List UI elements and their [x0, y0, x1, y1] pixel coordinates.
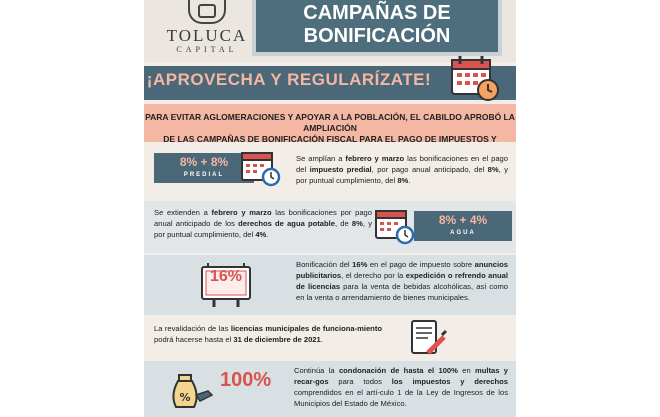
anuncios-pct: 16%	[209, 268, 243, 285]
agua-label: AGUA	[450, 230, 476, 236]
logo-name: TOLUCA	[166, 26, 248, 45]
calendar-clock-icon	[240, 147, 282, 187]
predial-label: PREDIAL	[183, 172, 225, 178]
anuncios-text: Bonificación del 16% en el pago de impuesto sobre anuncios publicitarios, el derecho por la expedición o refrendo anual de licencias para la venta de bebidas alcohólicas, así como en la venta o arrendamiento de bienes municipales.	[296, 260, 508, 302]
licencias-section	[144, 317, 516, 357]
infographic	[144, 0, 516, 417]
agua-text: Se extienden a febrero y marzo las bonificaciones por pago anual anticipado de los derechos de agua potable, de 8%, y por puntual cumplimiento, del 4%.	[154, 208, 372, 239]
slogan-text: ¡APROVECHA Y REGULARÍZATE!	[146, 70, 432, 89]
title-line1: CAMPAÑAS DE	[303, 2, 451, 24]
calendar-clock-icon	[450, 52, 500, 102]
condonacion-text: Continúa la condonación de hasta el 100% en multas y recar-gos para todos los impuestos y derechos comprendidos en el artí-culo 1 de la Ley de Ingresos de los Municipios del Estado de México.	[294, 366, 508, 408]
logo-sub: CAPITAL	[176, 45, 238, 54]
predial-tag	[154, 153, 254, 183]
anuncios-section	[144, 255, 516, 315]
predial-pct: 8% + 8%	[179, 155, 229, 169]
intro-line1: PARA EVITAR AGLOMERACIONES Y APOYAR A LA POBLACIÓN, EL CABILDO APROBÓ LA AMPLIACIÓN	[145, 112, 515, 133]
intro-text	[144, 104, 516, 142]
svg-text:%: %	[179, 391, 191, 404]
agua-section	[144, 201, 516, 253]
toluca-logo	[152, 0, 262, 58]
money-bag-hand-icon	[164, 365, 214, 413]
calendar-clock-icon	[374, 205, 416, 245]
condonacion-section	[144, 361, 516, 417]
coat-of-arms-icon	[188, 0, 226, 24]
predial-section	[144, 147, 516, 199]
intro-line2: DE LAS CAMPAÑAS DE BONIFICACIÓN FISCAL PARA EL PAGO DE IMPUESTOS Y	[163, 134, 497, 144]
agua-pct: 8% + 4%	[438, 213, 488, 227]
condonacion-pct: 100%	[220, 369, 272, 391]
title-box	[252, 0, 502, 56]
agua-tag	[414, 211, 512, 241]
title-line2: BONIFICACIÓN	[303, 25, 451, 47]
document-pen-icon	[408, 319, 448, 357]
predial-text: Se amplían a febrero y marzo las bonificaciones en el pago del impuesto predial, por pago anual anticipado, del 8%, y por puntual cumplimiento, del 8%.	[296, 154, 508, 185]
licencias-text: La revalidación de las licencias municipales de funciona-miento podrá hacerse hasta el 31 de diciembre de 2021.	[154, 324, 382, 344]
